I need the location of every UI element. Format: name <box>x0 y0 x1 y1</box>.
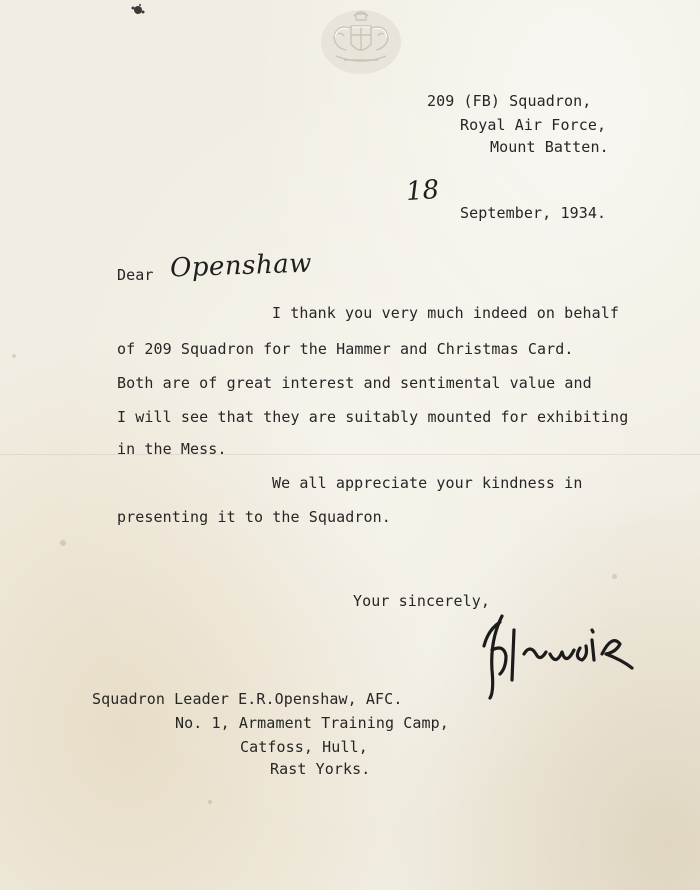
sender-address-line: 209 (FB) Squadron, <box>427 92 592 110</box>
valediction: Your sincerely, <box>353 592 490 610</box>
paper-stain <box>12 354 16 358</box>
paper-stain <box>208 800 212 804</box>
body-line: presenting it to the Squadron. <box>117 508 391 526</box>
recipient-address-line: Squadron Leader E.R.Openshaw, AFC. <box>92 690 403 708</box>
salutation: Dear <box>117 266 154 284</box>
paper-stain <box>612 574 617 579</box>
sender-address-line: Royal Air Force, <box>460 116 607 134</box>
body-line: I thank you very much indeed on behalf <box>272 304 619 322</box>
recipient-address-line: Rast Yorks. <box>270 760 371 778</box>
body-line: of 209 Squadron for the Hammer and Christmas Card. <box>117 340 574 358</box>
paper-stain <box>60 540 66 546</box>
handwritten-date-day: 18 <box>404 174 441 208</box>
ink-blot-icon <box>127 2 149 18</box>
body-line: Both are of great interest and sentimental value and <box>117 374 592 392</box>
recipient-address-line: Catfoss, Hull, <box>240 738 368 756</box>
paper-fold-crease <box>0 454 700 455</box>
recipient-address-line: No. 1, Armament Training Camp, <box>175 714 449 732</box>
handwritten-signature-icon <box>470 610 640 700</box>
letter-date: September, 1934. <box>460 204 607 222</box>
body-line: I will see that they are suitably mounted for exhibiting <box>117 408 629 426</box>
royal-coat-of-arms-embossed-icon <box>318 4 404 76</box>
handwritten-recipient-name: Openshaw <box>169 248 313 284</box>
body-line: in the Mess. <box>117 440 227 458</box>
body-line: We all appreciate your kindness in <box>272 474 583 492</box>
sender-address-line: Mount Batten. <box>490 138 609 156</box>
